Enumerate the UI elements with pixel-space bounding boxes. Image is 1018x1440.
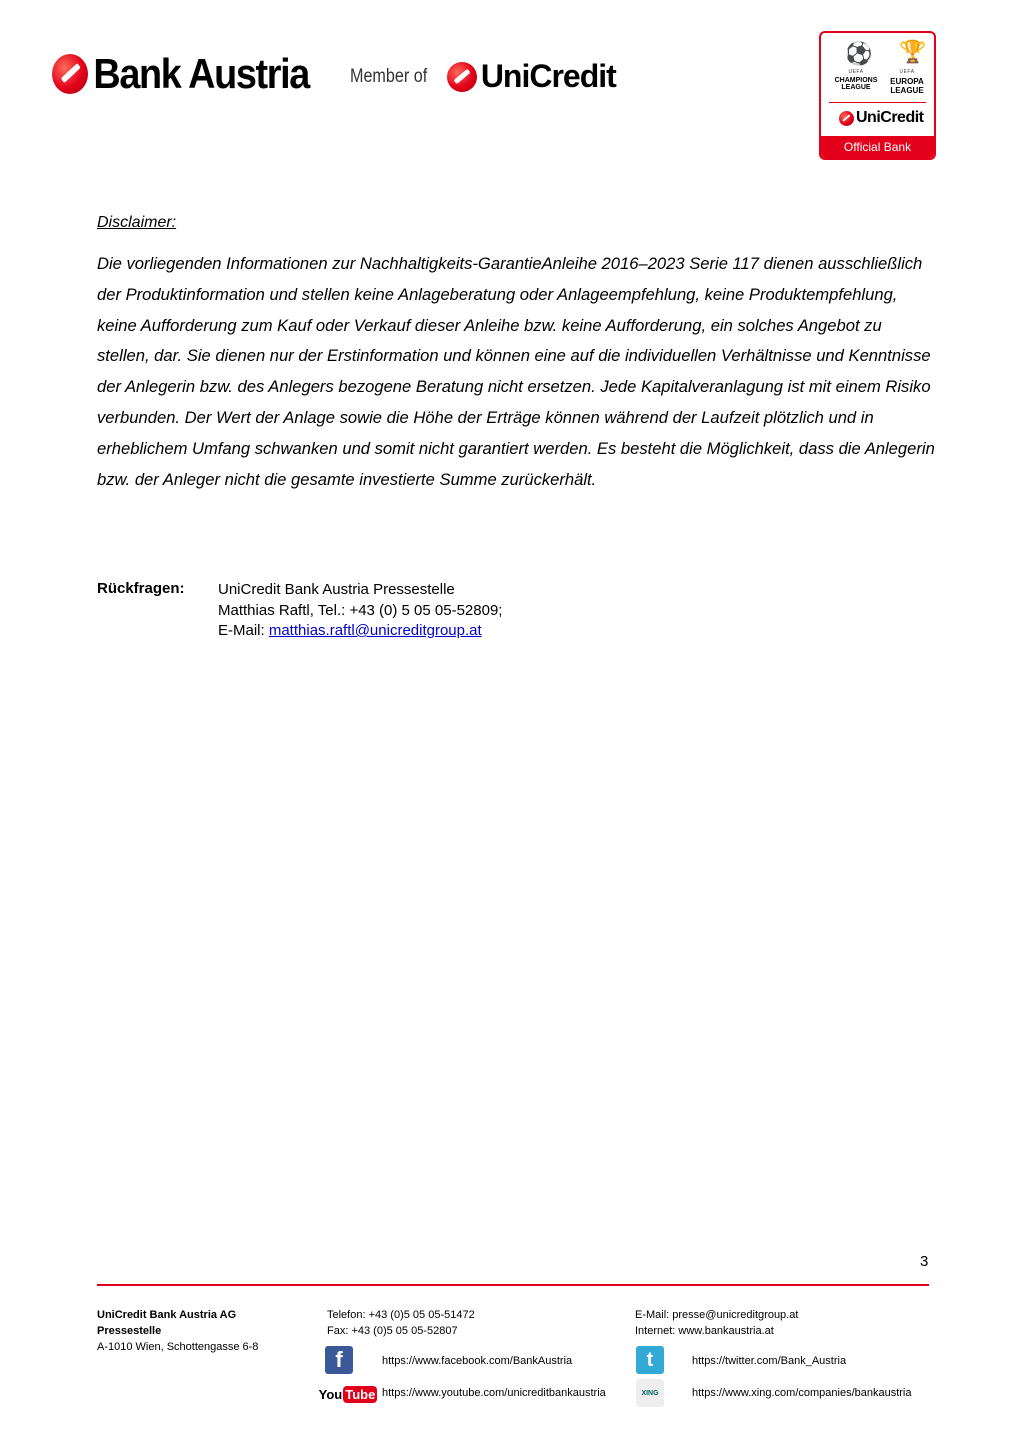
parent-name: UniCredit (480, 58, 616, 94)
facebook-icon[interactable]: f (325, 1346, 353, 1374)
footer-phone (327, 1307, 475, 1339)
uefa-label-europa: UEFA (899, 69, 915, 75)
official-bank-label: Official Bank (821, 136, 934, 158)
press-email: E-Mail: presse@unicreditgroup.at (635, 1309, 799, 1321)
disclaimer-heading: Disclaimer: (97, 214, 177, 231)
member-of-text: Member of (350, 65, 428, 87)
twitter-link[interactable]: https://twitter.com/Bank_Austria (692, 1355, 847, 1367)
email-label: E-Mail: (218, 622, 269, 639)
divider (829, 102, 926, 103)
contact-phone: Matthias Raftl, Tel.: +43 (0) 5 05 05-52809; (218, 601, 503, 619)
badge-unicredit (839, 109, 924, 127)
member-of-unicredit-logo (350, 58, 616, 95)
footer-divider (97, 1284, 929, 1286)
twitter-icon[interactable]: t (636, 1346, 664, 1374)
contact-email-line (218, 621, 502, 642)
unicredit-ball-icon (52, 54, 88, 94)
brand-name: Bank Austria (93, 50, 309, 97)
unicredit-ball-icon (839, 111, 854, 126)
badge-brand: UniCredit (856, 109, 924, 126)
contact-label: Rückfragen: (97, 580, 185, 597)
champions-league-label: CHAMPIONS LEAGUE (834, 77, 878, 91)
official-bank-badge (819, 31, 936, 160)
xing-link[interactable]: https://www.xing.com/companies/bankaustria (692, 1387, 912, 1399)
europa-league-label: EUROPA LEAGUE (890, 77, 924, 95)
facebook-link[interactable]: https://www.facebook.com/BankAustria (382, 1355, 573, 1367)
disclaimer-text: Die vorliegenden Informationen zur Nachhaltigkeits-GarantieAnleihe 2016–2023 Serie 117 dienen ausschließlich der Produktinformation und stellen keine Anlageberatung oder Anlageempfehlung, keine Produktempfehlung, keine Aufforderung zum Kauf oder Verkauf dieser Anleihe bzw. keine Aufforderung, ein solches Angebot zu stellen, dar. Sie dienen nur der Erstinformation und können eine auf die individuellen Verhältnisse und Kenntnisse der Anlegerin bzw. des Anlegers bezogene Beratung nicht ersetzen. Jede Kapitalveranlagung ist mit einem Risiko verbunden. Der Wert der Anlage sowie die Höhe der Erträge können während der Laufzeit plötzlich und in erheblichem Umfang schwanken und somit nicht garantiert werden. Es besteht die Möglichkeit, dass die Anlegerin bzw. der Anleger nicht die gesamte investierte Summe zurückerhält. (97, 254, 935, 489)
europa-league-trophy-icon: 🏆 (899, 39, 927, 64)
address: A-1010 Wien, Schottengasse 6-8 (97, 1341, 259, 1353)
department: Pressestelle (97, 1325, 162, 1337)
unicredit-ball-icon (447, 62, 477, 92)
footer-company (97, 1307, 258, 1355)
footer-email (635, 1307, 798, 1339)
youtube-icon[interactable]: You Tube (318, 1386, 376, 1402)
contact-info (218, 580, 502, 642)
page-number: 3 (920, 1253, 929, 1270)
xing-icon[interactable]: XING (636, 1379, 664, 1407)
website: Internet: www.bankaustria.at (635, 1325, 774, 1337)
champions-league-starball-icon: ⚽ (845, 41, 873, 66)
fax: Fax: +43 (0)5 05 05-52807 (327, 1325, 458, 1337)
uefa-label-champions: UEFA (848, 69, 864, 75)
youtube-link[interactable]: https://www.youtube.com/unicreditbankaustria (382, 1387, 606, 1399)
email-link[interactable]: matthias.raftl@unicreditgroup.at (268, 622, 482, 639)
phone: Telefon: +43 (0)5 05 05-51472 (327, 1309, 475, 1321)
contact-org: UniCredit Bank Austria Pressestelle (218, 581, 455, 598)
company-name: UniCredit Bank Austria AG (97, 1309, 237, 1321)
bank-austria-logo (52, 50, 309, 98)
